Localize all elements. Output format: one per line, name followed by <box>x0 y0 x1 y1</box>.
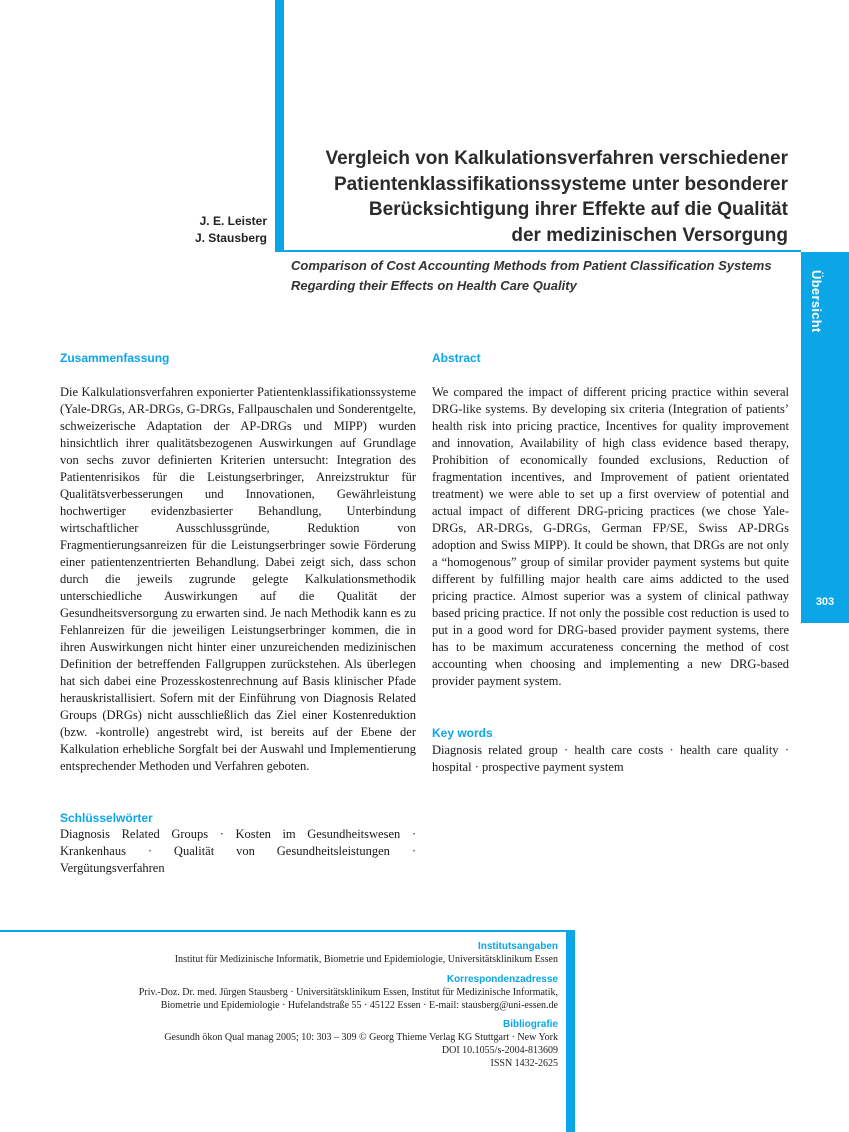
section-tab <box>801 252 849 623</box>
subtitle-line: Regarding their Effects on Health Care Quality <box>291 278 577 293</box>
title-line: der medizinischen Versorgung <box>511 224 788 246</box>
zusammenfassung-heading: Zusammenfassung <box>60 351 170 365</box>
title-underline <box>275 250 801 252</box>
title-line: Vergleich von Kalkulationsverfahren verschiedener <box>325 148 788 169</box>
institutsangaben-line: Institut für Medizinische Informatik, Biometrie und Epidemiologie, Universitätsklinikum Essen <box>174 954 558 965</box>
korrespondenzadresse-heading: Korrespondenzadresse <box>446 974 558 985</box>
title-line: Berücksichtigung ihrer Effekte auf die Qualität <box>368 199 788 220</box>
key-words-heading: Key words <box>432 726 493 740</box>
info-box-top-line <box>0 930 575 932</box>
english-title <box>291 256 791 296</box>
korrespondenzadresse <box>40 973 558 1012</box>
key-words-text: Diagnosis related group · health care costs · health care quality · hospital · prospective payment system <box>432 743 789 774</box>
authors <box>195 213 267 247</box>
schluesselwoerter-text: Diagnosis Related Groups · Kosten im Gesundheitswesen · Krankenhaus · Qualität von Gesundheitsleistungen · Vergütungsverfahren <box>60 827 416 875</box>
subtitle-line: Comparison of Cost Accounting Methods from Patient Classification Systems <box>291 258 772 273</box>
zusammenfassung-text: Die Kalkulationsverfahren exponierter Patientenklassifikationssysteme (Yale-DRGs, AR-DRGs, G-DRGs, Fallpauschalen und Sonderentgelte, schweizerische Adaptation der AP-DRGs und MIPP) wurden hinsichtlich ihrer qualitätsbezogenen Auswirkungen auf Grundlage von sechs zuvor definierten Kriterien untersucht: Integration des Patientenrisikos für die Leistungserbringer, Anreizstruktur für Qualitätsverbesserungen und Innovationen, Gewährleistung hochwertiger evidenzbasierter Behandlung, Unterbindung wirtschaftlicher Ausschlussgründe, Reduktion von Fragmentierungsanreizen für die Leistungserbringer sowie Förderung einer patientenzentrierten Behandlung. Dabei zeigt sich, dass schon durch die jeweils zugrunde gelegte Kalkulationsmethodik unterschiedliche Auswirkungen auf die Qualität der Gesundheitsversorgung zu erwarten sind. Je nach Methodik kann es zu Fehlanreizen für die jeweiligen Leistungserbringer kommen, die in ihren Auswirkungen nicht hinter einer unzureichenden medizinischen Definition der betreffenden Fallgruppen zurückstehen. Als überlegen hat sich dabei eine Prozesskostenrechnung auf Basis klinischer Pfade herauskristallisiert. Sofern mit der Einführung von Diagnosis Related Groups (DRGs) nicht ausschließlich das Ziel einer Kostenreduktion (bzw. -kontrolle) angestrebt wird, ist bereits auf der Ebene der Kalkulation erhebliche Sorgfalt bei der Auswahl und Implementierung entsprechender Methoden und Verfahren geboten. <box>60 385 416 773</box>
bibliografie <box>40 1018 558 1070</box>
bibliografie-line: DOI 10.1055/s-2004-813609 <box>441 1045 558 1056</box>
institutsangaben <box>40 940 558 966</box>
korrespondenzadresse-line: Biometrie und Epidemiologie · Hufelandstraße 55 · 45122 Essen · E-mail: stausberg@uni-essen.de <box>160 1000 558 1011</box>
top-accent-bar <box>275 0 284 252</box>
schluesselwoerter-heading: Schlüsselwörter <box>60 811 153 825</box>
abstract-text: We compared the impact of different pricing practice within several DRG-like systems. By developing six criteria (Integration of patients’ health risk into pricing practice, Incentives for quality improvement and innovation, Availability of high class evidence based therapy, Prohibition of economically founded exclusions, Reduction of fragmentation incentives, and Improvement of patient orientated treatment) we were able to set up a first overview of potential and actual impact of different DRG-pricing practices (we chose Yale-DRGs, AR-DRGs, G-DRGs, German FP/SE, Swiss AP-DRGs adoption and Swiss MIPP). It could be shown, that DRGs are not only a “homogenous” group of similar provider payment systems but quite different by fulfilling major health care aims addicted to the used pricing practice. Almost superior was a system of clinical pathway based pricing practice. If not only the possible cost reduction is used to put in a good word for DRG-based provider payment systems, there has to be maximum accurateness concerning the method of cost accounting when choosing and implementing a new DRG-based provider payment system. <box>432 385 789 688</box>
abstract-heading: Abstract <box>432 351 481 365</box>
title-line: Patientenklassifikationssysteme unter besonderer <box>333 173 788 195</box>
info-box-side-bar <box>566 930 575 1132</box>
bibliografie-line: ISSN 1432-2625 <box>490 1058 558 1069</box>
author-1: J. E. Leister <box>199 214 267 228</box>
korrespondenzadresse-line: Priv.-Doz. Dr. med. Jürgen Stausberg · Universitätsklinikum Essen, Institut für Medizinische Informatik, <box>138 987 558 998</box>
bibliografie-heading: Bibliografie <box>502 1019 558 1030</box>
bibliografie-line: Gesundh ökon Qual manag 2005; 10: 303 – 309 © Georg Thieme Verlag KG Stuttgart · New York <box>164 1032 558 1043</box>
article-title <box>292 146 788 248</box>
institutsangaben-heading: Institutsangaben <box>477 941 558 952</box>
page-number: 303 <box>815 596 835 608</box>
author-2: J. Stausberg <box>194 231 267 245</box>
section-tab-label: Übersicht <box>809 270 824 333</box>
